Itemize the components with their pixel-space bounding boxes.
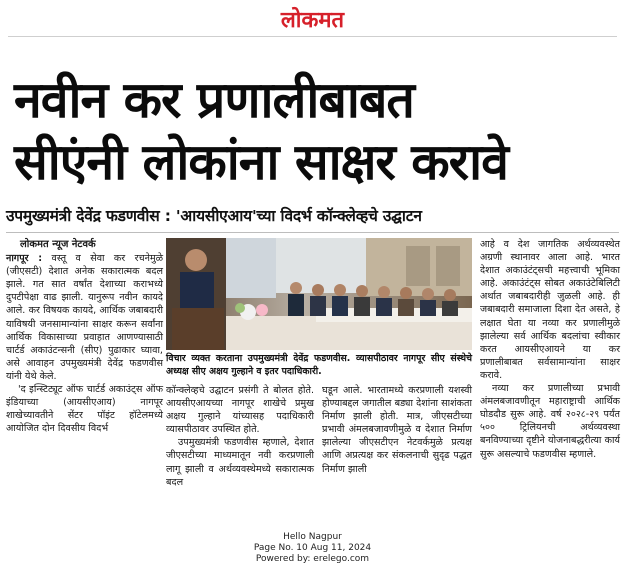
- event-photo-illustration: [166, 238, 472, 350]
- paragraph-text: वस्तू व सेवा कर रचनेमुळे (जीएसटी) देशात अनेक सकारात्मक बदल झाले. गत सात वर्षांत देशाच्या कराभध्ये दुपटीपेक्षा वाढ झाली. यानुरूप नवीन कायदे आले. कर विषयक कायदे, आर्थिक जबाबदारी याविषयी जनसामान्यांना साक्षर करून सर्वांना आर्थिक विकासाच्या प्रवाहात आणण्यासाठी चार्टर्ड अकाउंटन्सनी (सीए) पुढाकार घ्यावा, असे आवाहन उपमुख्यमंत्री देवेंद्र फडणवीस यांनी येथे केले.: [6, 253, 163, 382]
- subheadline: उपमुख्यमंत्री देवेंद्र फडणवीस : 'आयसीएआय'च्या विदर्भ कॉन्क्लेव्हचे उद्घाटन: [6, 207, 422, 225]
- article-paragraph: 'द इन्स्टिट्यूट ऑफ चार्टर्ड अकाउंट्स ऑफ इंडियाच्या (आयसीएआय) नागपूर शाखेच्यावतीने सेंटर पॉइंट हॉटेलमध्ये आयोजित दोन दिवसीय विदर्भ: [6, 384, 163, 435]
- event-photo: [166, 238, 472, 350]
- page-footer: [0, 532, 625, 565]
- dateline: नागपूर :: [6, 253, 43, 265]
- byline: लोकमत न्यूज नेटवर्क: [20, 239, 96, 250]
- article-paragraph: घडून आले. भारतामध्ये करप्रणाली यशस्वी होण्याबद्दल जगातील बड्या देशांना साशंकता निर्माण झाली होती. मात्र, जीएसटीच्या प्रभावी अंमलबजावणीमुळे व देशात निर्माण झालेल्या जीएसटीएन नेटवर्कमुळे प्रत्यक्ष आणि अप्रत्यक्ष कर संकलनाची सुदृढ पद्धत निर्माण झाली: [322, 385, 472, 475]
- article-column-middle-2: [322, 384, 472, 476]
- masthead-divider: [8, 36, 617, 37]
- photo-caption: विचार व्यक्त करताना उपमुख्यमंत्री देवेंद्र फडणवीस. व्यासपीठावर नागपूर सीए संस्थेचे अध्यक्ष सीए अक्षय गुल्हाने व इतर पदाधिकारी.: [166, 353, 472, 377]
- headline-line-1: नवीन कर प्रणालीबाबत: [14, 71, 414, 129]
- article-paragraph: कॉन्क्लेव्हचे उद्घाटन प्रसंगी ते बोलत होते. आयसीएआयच्या नागपूर शाखेचे प्रमुख अक्षय गुल्हाने यांच्यासह पदाधिकारी व्यासपीठावर उपस्थित होते.: [166, 385, 314, 436]
- footer-powered-by[interactable]: Powered by: erelego.com: [255, 554, 370, 564]
- lokmat-logo: लोकमत: [280, 7, 345, 33]
- article-paragraph: उपमुख्यमंत्री फडणवीस म्हणाले, देशात जीएसटीच्या माध्यमातून नवी करप्रणाली लागू झाली व अर्थव्यवस्थेमध्ये सकारात्मक बदल: [166, 437, 314, 488]
- article-column-left: [6, 238, 163, 435]
- article-column-middle-1: [166, 384, 314, 489]
- footer-page-info: Page No. 10 Aug 11, 2024: [253, 543, 372, 553]
- footer-edition: Hello Nagpur: [283, 532, 342, 542]
- article-paragraph: नव्या कर प्रणालीच्या प्रभावी अंमलबजावणीतून महाराष्ट्राची आर्थिक घोडदौड सुरू आहे. वर्ष २०२८-२९ पर्यंत ५०० ट्रिलियनची अर्थव्यवस्था बनविण्याच्या दृष्टीने योजनाबद्धरीत्या कार्य सुरू असल्याचे फडणवीस म्हणाले.: [480, 383, 620, 460]
- headline-line-2: सीएंनी लोकांना साक्षर करावे: [14, 133, 508, 191]
- subheadline-divider: [6, 232, 619, 233]
- article-column-right: [480, 238, 620, 461]
- article-paragraph: आहे व देश जागतिक अर्थव्यवस्थेत अग्रणी स्थानावर आला आहे. भारत देशात अकाउंटंट्सची महत्त्वाची भूमिका आहे. अकाउंटंट्स सोबत अकाउंटेबिलिटी अर्थात जबाबदारीही जुळली आहे. ही जबाबदारी समाजाला दिशा देत असते, हे लक्षात घेता या नव्या कर प्रणालीमुळे झालेल्या सर्व आर्थिक बदलांचा स्वीकार करत आयसीएआयने या कर प्रणालीबाबत सर्वसामान्यांना साक्षर करावे.: [480, 239, 620, 381]
- article-paragraph: [6, 252, 163, 383]
- masthead: [0, 0, 625, 40]
